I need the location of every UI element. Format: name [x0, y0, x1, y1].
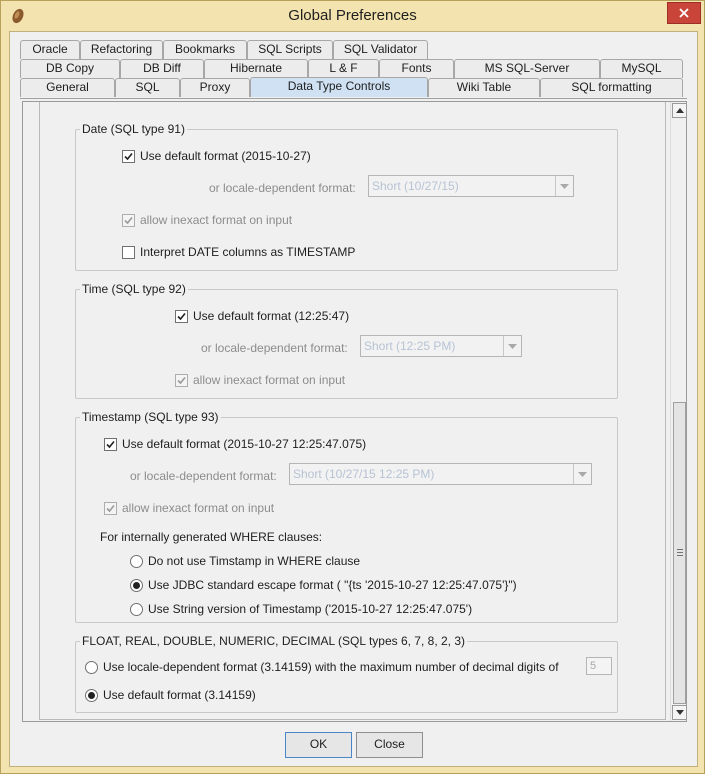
chevron-down-icon [573, 464, 591, 484]
check-icon [123, 215, 134, 226]
timestamp-section [75, 410, 618, 623]
check-icon [105, 439, 116, 450]
date-use-default-checkbox[interactable] [122, 148, 311, 164]
checkbox-box [122, 214, 135, 227]
checkbox-label: allow inexact format on input [122, 501, 275, 515]
tab-bookmarks[interactable]: Bookmarks [163, 40, 247, 59]
time-section [75, 282, 618, 399]
select-value: Short (10/27/15) [372, 179, 459, 193]
chevron-down-icon [676, 710, 684, 715]
date-locale-format-select[interactable] [368, 175, 574, 197]
tab-fonts[interactable]: Fonts [379, 59, 454, 78]
check-icon [123, 151, 134, 162]
scrollbar-thumb[interactable] [673, 402, 686, 704]
float-default-format-radio[interactable] [85, 687, 256, 703]
where-option-no-timestamp-radio[interactable] [130, 553, 360, 569]
tab-oracle[interactable]: Oracle [20, 40, 80, 59]
settings-viewport [23, 102, 670, 721]
timestamp-locale-format-select[interactable] [289, 463, 592, 485]
tab-general[interactable]: General [20, 78, 115, 97]
checkbox-box [175, 374, 188, 387]
ok-button[interactable]: OK [285, 732, 352, 758]
select-value: Short (10/27/15 12:25 PM) [293, 467, 435, 481]
tab-sql-formatting[interactable]: SQL formatting [540, 78, 683, 97]
checkbox-label: Use default format (2015-10-27 12:25:47.075) [122, 437, 367, 451]
tab-sql-scripts[interactable]: SQL Scripts [247, 40, 333, 59]
tab-hibernate[interactable]: Hibernate [204, 59, 308, 78]
max-decimal-digits-field[interactable]: 5 [586, 657, 612, 675]
chevron-down-icon [503, 336, 521, 356]
chevron-down-icon [555, 176, 573, 196]
timestamp-section-title: Timestamp (SQL type 93) [82, 410, 219, 424]
title-bar[interactable] [1, 1, 704, 31]
radio-selected-dot [88, 692, 95, 699]
tab-wiki-table[interactable]: Wiki Table [428, 78, 540, 97]
checkbox-label: Use default format (12:25:47) [193, 309, 350, 323]
tab-db-copy[interactable]: DB Copy [20, 59, 120, 78]
tab-sql-validator[interactable]: SQL Validator [333, 40, 428, 59]
tab-ms-sql-server[interactable]: MS SQL-Server [454, 59, 600, 78]
settings-scroll-pane[interactable] [22, 101, 687, 722]
timestamp-locale-label: or locale-dependent format: [130, 469, 277, 483]
checkbox-label: allow inexact format on input [140, 213, 293, 227]
checkbox-box [175, 310, 188, 323]
tab-db-diff[interactable]: DB Diff [120, 59, 204, 78]
checkbox-box [104, 438, 117, 451]
float-locale-format-radio[interactable] [85, 659, 559, 675]
radio-label: Use String version of Timestamp ('2015-10-27 12:25:47.075') [148, 602, 473, 616]
tab-proxy[interactable]: Proxy [180, 78, 250, 97]
tab-sql[interactable]: SQL [115, 78, 180, 97]
tab-mysql[interactable]: MySQL [600, 59, 683, 78]
date-locale-label: or locale-dependent format: [209, 181, 356, 195]
check-icon [105, 503, 116, 514]
checkbox-label: Interpret DATE columns as TIMESTAMP [140, 245, 356, 259]
date-section-title: Date (SQL type 91) [82, 122, 185, 136]
radio-label: Use default format (3.14159) [103, 688, 256, 702]
vertical-scrollbar[interactable] [670, 102, 687, 721]
checkbox-label: allow inexact format on input [193, 373, 346, 387]
timestamp-use-default-checkbox[interactable] [104, 436, 366, 452]
date-section [75, 122, 618, 271]
checkbox-box [104, 502, 117, 515]
tab-data-type-controls[interactable]: Data Type Controls [250, 77, 428, 97]
window-title: Global Preferences [288, 7, 417, 24]
float-section [75, 634, 618, 713]
date-interpret-timestamp-checkbox[interactable] [122, 244, 355, 260]
checkbox-box [122, 246, 135, 259]
close-button[interactable]: Close [356, 732, 423, 758]
window-close-button[interactable] [667, 2, 701, 24]
radio-selected-dot [133, 582, 140, 589]
time-locale-format-select[interactable] [360, 335, 522, 357]
where-clause-heading: For internally generated WHERE clauses: [100, 530, 323, 544]
tab-panel-border [20, 98, 687, 99]
check-icon [176, 375, 187, 386]
close-icon [679, 8, 689, 18]
radio-circle [85, 689, 98, 702]
radio-circle [130, 603, 143, 616]
time-use-default-checkbox[interactable] [175, 308, 349, 324]
check-icon [176, 311, 187, 322]
chevron-up-icon [676, 108, 684, 113]
tab-refactoring[interactable]: Refactoring [80, 40, 163, 59]
date-inexact-checkbox[interactable] [122, 212, 292, 228]
time-inexact-checkbox[interactable] [175, 372, 345, 388]
radio-circle [130, 555, 143, 568]
grip-icon [677, 549, 683, 558]
dialog-content [9, 31, 698, 767]
scroll-down-button[interactable] [672, 705, 687, 720]
checkbox-box [122, 150, 135, 163]
radio-label: Do not use Timstamp in WHERE clause [148, 554, 361, 568]
radio-label: Use locale-dependent format (3.14159) with the maximum number of decimal digits of [103, 660, 559, 674]
radio-label: Use JDBC standard escape format ( "{ts '2015-10-27 12:25:47.075'}") [148, 578, 517, 592]
where-option-string-version-radio[interactable] [130, 601, 472, 617]
time-section-title: Time (SQL type 92) [82, 282, 186, 296]
radio-circle [130, 579, 143, 592]
scroll-up-button[interactable] [672, 103, 687, 118]
select-value: Short (12:25 PM) [364, 339, 456, 353]
time-locale-label: or locale-dependent format: [201, 341, 348, 355]
tab-l-and-f[interactable]: L & F [308, 59, 379, 78]
float-section-title: FLOAT, REAL, DOUBLE, NUMERIC, DECIMAL (SQL types 6, 7, 8, 2, 3) [82, 634, 465, 648]
radio-circle [85, 661, 98, 674]
timestamp-inexact-checkbox[interactable] [104, 500, 274, 516]
where-option-jdbc-escape-radio[interactable] [130, 577, 517, 593]
checkbox-label: Use default format (2015-10-27) [140, 149, 311, 163]
